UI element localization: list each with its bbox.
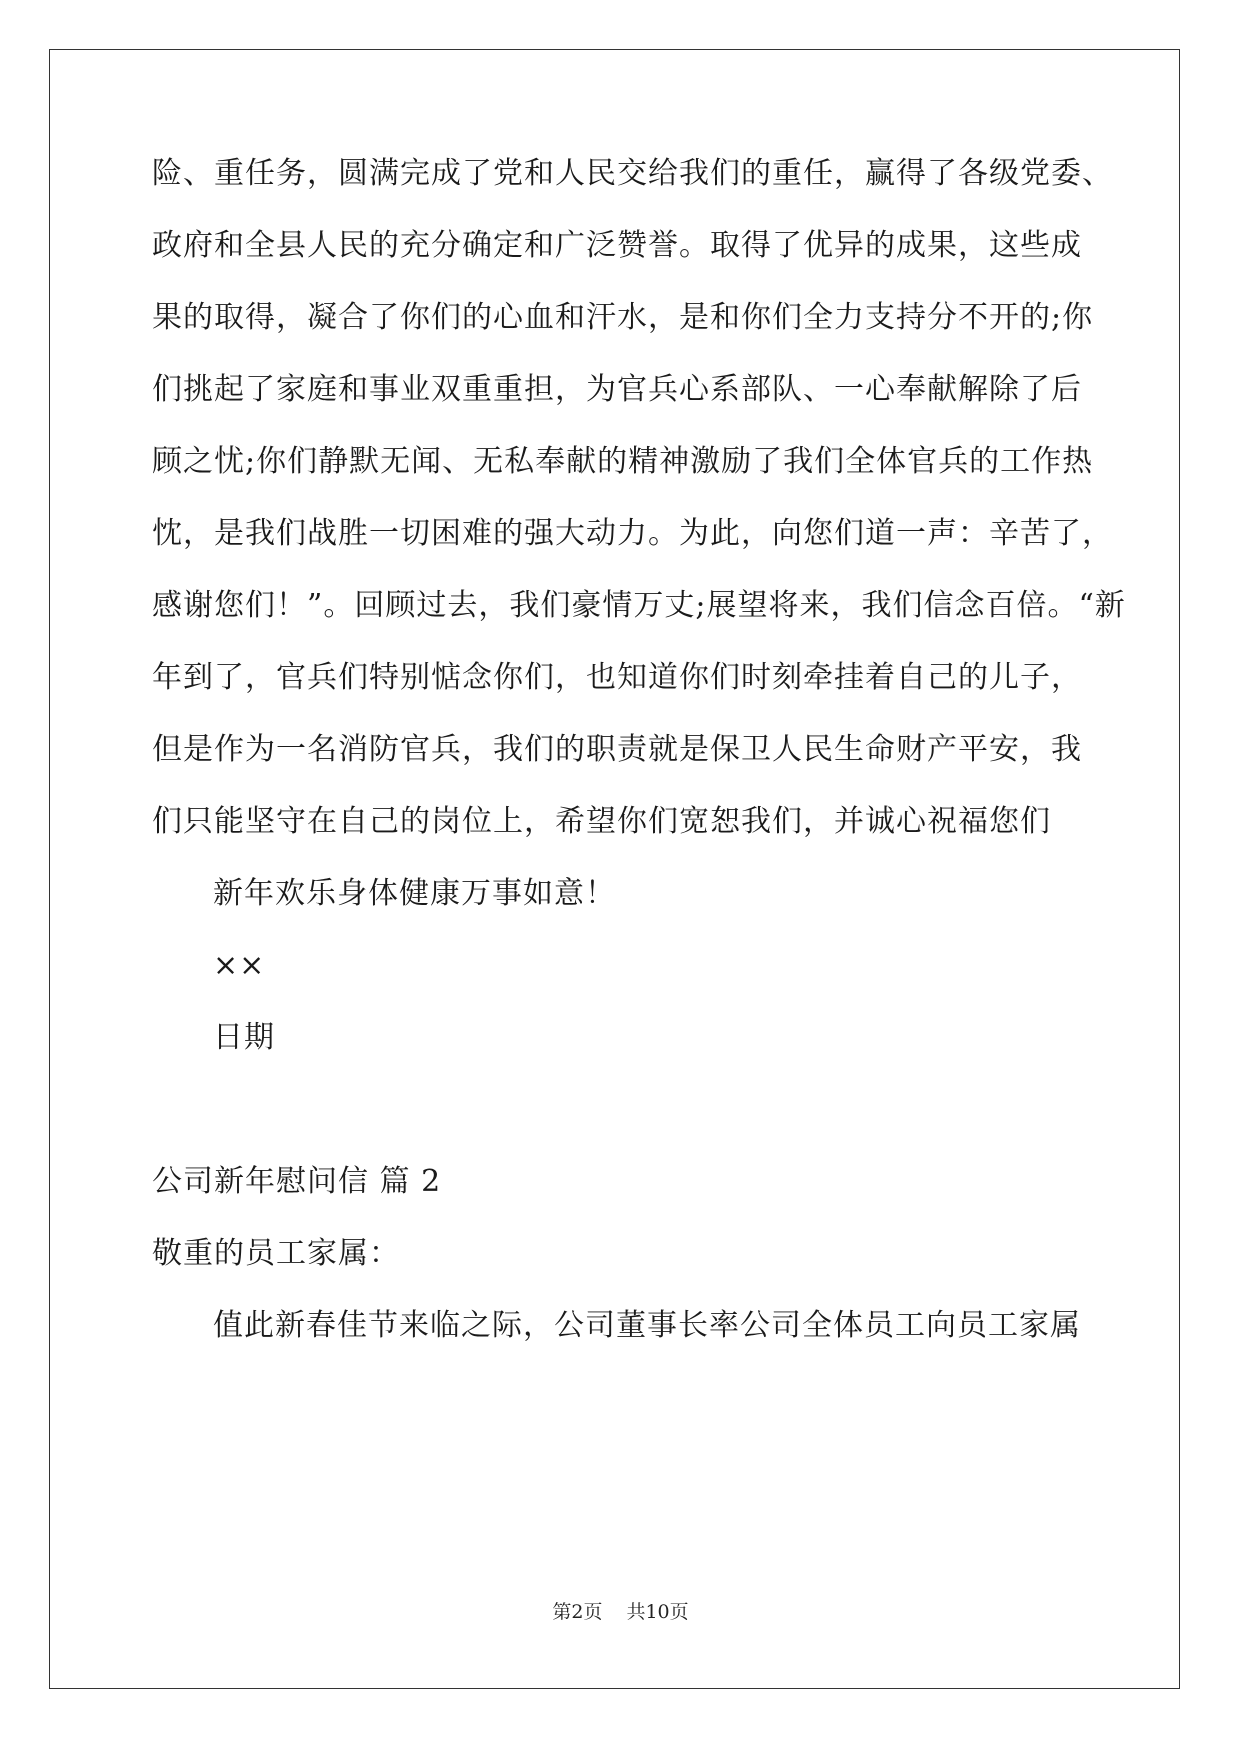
paragraph-line: 果的取得，凝合了你们的心血和汗水，是和你们全力支持分不开的;你	[152, 300, 1094, 335]
paragraph-line: 忱，是我们战胜一切困难的强大动力。为此，向您们道一声：辛苦了，	[152, 516, 1113, 551]
section-title: 公司新年慰问信 篇 2	[152, 1164, 442, 1199]
paragraph-line: 们挑起了家庭和事业双重重担，为官兵心系部队、一心奉献解除了后	[152, 372, 1082, 407]
salutation: 敬重的员工家属：	[152, 1236, 400, 1271]
opening-line: 值此新春佳节来临之际，公司董事长率公司全体员工向员工家属	[213, 1308, 1081, 1343]
paragraph-line: 顾之忧;你们静默无闻、无私奉献的精神激励了我们全体官兵的工作热	[152, 444, 1094, 479]
signature: ××	[213, 948, 266, 983]
paragraph-line: 险、重任务，圆满完成了党和人民交给我们的重任，赢得了各级党委、	[152, 156, 1113, 191]
page-number: 第2页	[552, 1601, 603, 1623]
paragraph-line: 年到了，官兵们特别惦念你们，也知道你们时刻牵挂着自己的儿子，	[152, 660, 1082, 695]
new-year-wish: 新年欢乐身体健康万事如意！	[213, 876, 616, 911]
paragraph-line: 们只能坚守在自己的岗位上，希望你们宽恕我们，并诚心祝福您们	[152, 804, 1051, 839]
page-frame	[49, 49, 1180, 1689]
page-footer	[0, 1600, 1241, 1624]
paragraph-line: 政府和全县人民的充分确定和广泛赞誉。取得了优异的成果，这些成	[152, 228, 1082, 263]
date-line: 日期	[213, 1020, 275, 1055]
paragraph-line: 但是作为一名消防官兵，我们的职责就是保卫人民生命财产平安，我	[152, 732, 1082, 767]
paragraph-line: 感谢您们！”。回顾过去，我们豪情万丈;展望将来，我们信念百倍。“新	[152, 588, 1126, 623]
page-total: 共10页	[626, 1601, 689, 1623]
